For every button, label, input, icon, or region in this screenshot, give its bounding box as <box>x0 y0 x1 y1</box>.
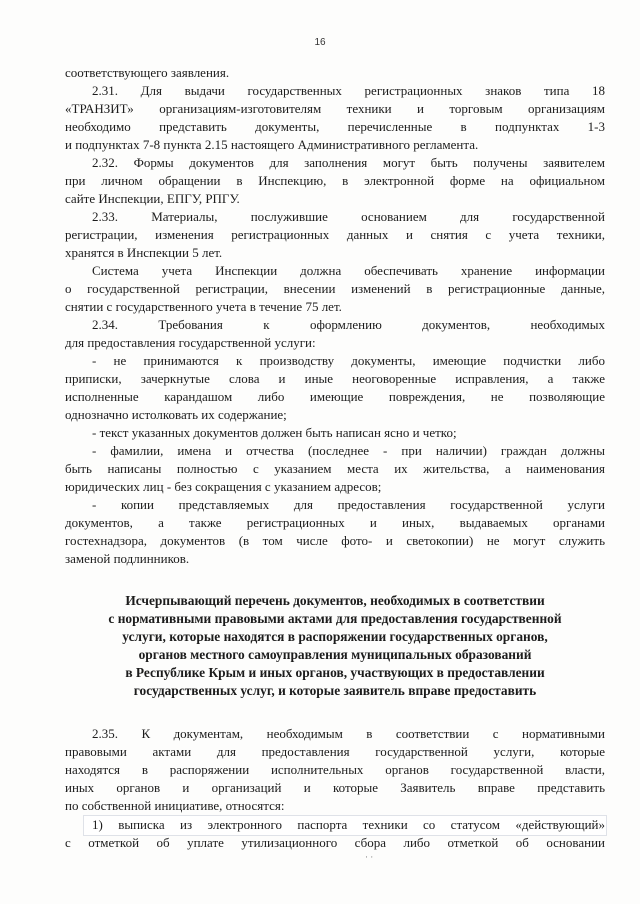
paragraph-line: правовыми актами для предоставления государственной услуги, которые <box>65 744 605 759</box>
paragraph-line: 2.31. Для выдачи государственных регистрационных знаков типа 18 <box>92 83 605 98</box>
paragraph-line: юридических лиц - без сокращения с указанием адресов; <box>65 479 382 494</box>
paragraph-line: регистрации, изменения регистрационных данных и снятия с учета техники, <box>65 227 605 242</box>
paragraph-line: приписки, зачеркнутые слова и иные неоговоренные исправления, а также <box>65 371 605 386</box>
paragraph-line: сайте Инспекции, ЕПГУ, РПГУ. <box>65 191 240 206</box>
page-number: 16 <box>314 37 326 48</box>
section-heading-line: услуги, которые находятся в распоряжении государственных органов, <box>122 629 548 644</box>
paragraph-line: снятии с государственного учета в течение 75 лет. <box>65 299 342 314</box>
paragraph-line: соответствующего заявления. <box>65 65 230 80</box>
paragraph-line: хранятся в Инспекции 5 лет. <box>65 245 223 260</box>
paragraph-line: с отметкой об уплате утилизационного сбора либо отметкой об основании <box>65 835 605 850</box>
paragraph-line: быть написаны полностью с указанием места их жительства, а наименования <box>65 461 605 476</box>
paragraph-line: - копии представляемых для предоставления государственной услуги <box>92 497 605 512</box>
paragraph-line: - не принимаются к производству документы, имеющие подчистки либо <box>92 353 605 368</box>
paragraph-line: 2.33. Материалы, послужившие основанием для государственной <box>92 209 605 224</box>
paragraph-line: и подпунктах 7-8 пункта 2.15 настоящего Административного регламента. <box>65 137 479 152</box>
scan-speck: · · <box>365 852 374 862</box>
paragraph-line: исполненные карандашом либо имеющие повреждения, не позволяющие <box>65 389 605 404</box>
paragraph-line: о государственной регистрации, внесении изменений в регистрационные данные, <box>65 281 605 296</box>
section-heading-line: Исчерпывающий перечень документов, необходимых в соответствии <box>125 593 545 608</box>
paragraph-line: по собственной инициативе, относятся: <box>65 798 285 813</box>
paragraph-line: необходимо представить документы, перечисленные в подпунктах 1-3 <box>65 119 605 134</box>
paragraph-line: документов, а также регистрационных и иных, выдаваемых органами <box>65 515 605 530</box>
paragraph-line: Система учета Инспекции должна обеспечивать хранение информации <box>92 263 605 278</box>
paragraph-line: 2.35. К документам, необходимым в соответствии с нормативными <box>92 726 605 741</box>
paragraph-line: однозначно истолковать их содержание; <box>65 407 287 422</box>
section-heading-line: государственных услуг, и которые заявитель вправе предоставить <box>133 683 537 698</box>
paragraph-line: при личном обращении в Инспекцию, в электронной форме на официальном <box>65 173 605 188</box>
paragraph-line: заменой подлинников. <box>65 551 190 566</box>
paragraph-line: - фамилии, имена и отчества (последнее - при наличии) граждан должны <box>92 443 605 458</box>
paragraph-line: 1) выписка из электронного паспорта техники со статусом «действующий» <box>92 817 605 832</box>
paragraph-line: находятся в распоряжении исполнительных органов государственной власти, <box>65 762 605 777</box>
paragraph-line: - текст указанных документов должен быть написан ясно и четко; <box>92 425 457 440</box>
section-heading-line: в Республике Крым и иных органов, участвующих в предоставлении <box>125 665 545 680</box>
paragraph-line: 2.34. Требования к оформлению документов, необходимых <box>92 317 605 332</box>
paragraph-line: 2.32. Формы документов для заполнения могут быть получены заявителем <box>92 155 605 170</box>
paragraph-line: гостехнадзора, документов (в том числе фото- и светокопии) не могут служить <box>65 533 605 548</box>
section-heading-line: органов местного самоуправления муниципальных образований <box>138 647 532 662</box>
paragraph-line: для предоставления государственной услуги: <box>65 335 316 350</box>
section-heading-line: с нормативными правовыми актами для предоставления государственной <box>108 611 562 626</box>
paragraph-line: «ТРАНЗИТ» организациям-изготовителям техники и торговым организациям <box>65 101 605 116</box>
paragraph-line: иных органов и организаций и которые Заявитель вправе представить <box>65 780 605 795</box>
